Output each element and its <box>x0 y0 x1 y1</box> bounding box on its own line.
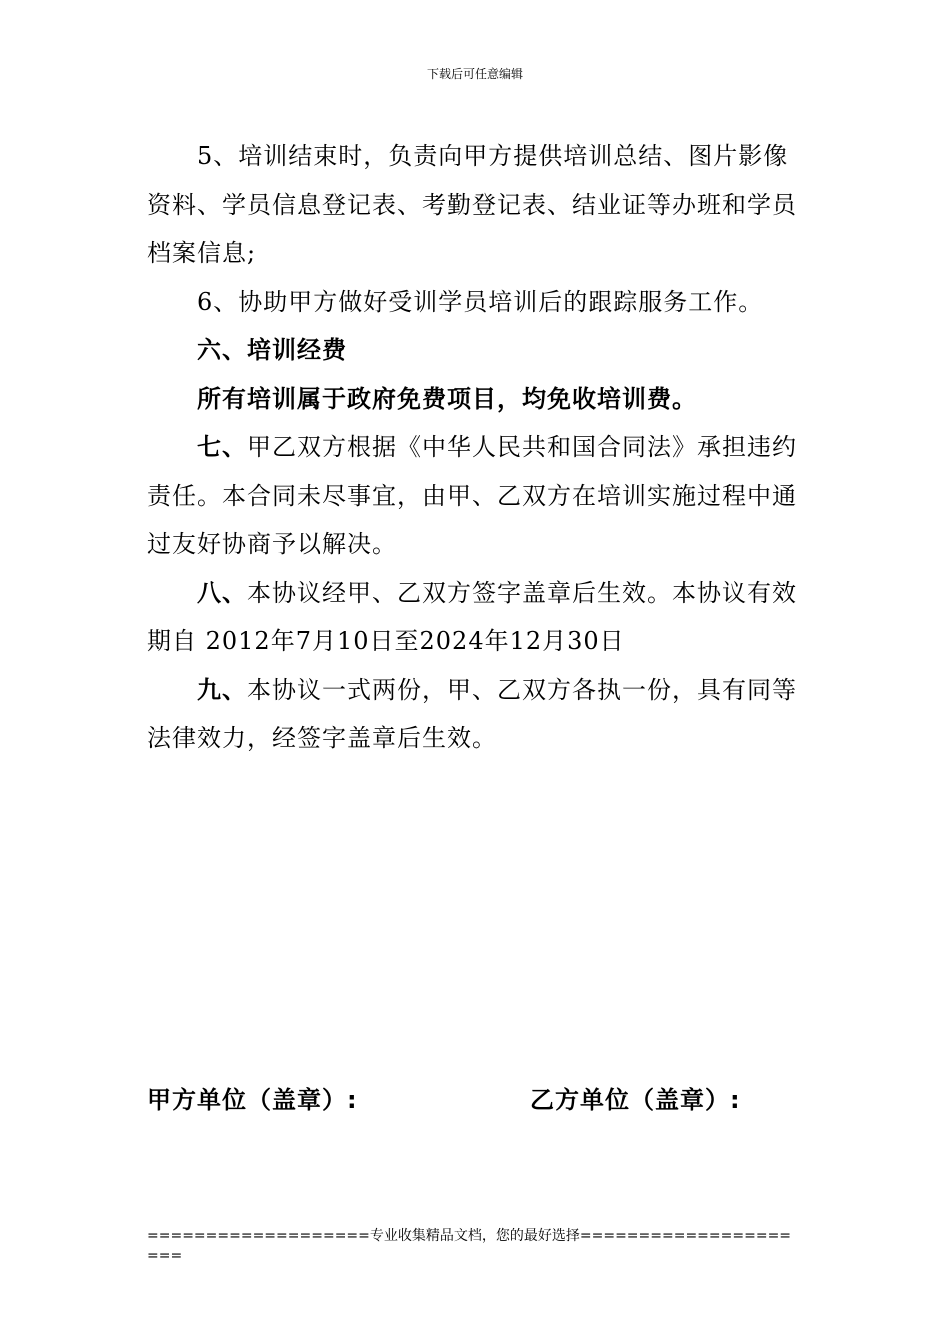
page-footer-note: ===================专业收集精品文档，您的最好选择===================== <box>147 1228 792 1264</box>
section-7-body: 甲乙双方根据《中华人民共和国合同法》承担违约责任。本合同未尽事宜，由甲、乙双方在培训实施过程中通过友好协商予以解决。 <box>147 433 797 558</box>
section-9-label: 九、 <box>197 674 247 704</box>
party-b-seal-label: 乙方单位（盖章）: <box>530 1086 741 1114</box>
section-9-body: 本协议一式两份，甲、乙双方各执一份，具有同等法律效力，经签字盖章后生效。 <box>147 675 797 752</box>
section-7 <box>147 423 797 569</box>
section-8-label: 八、 <box>197 577 247 607</box>
signature-block <box>147 1080 807 1120</box>
clause-item-6: 6、协助甲方做好受训学员培训后的跟踪服务工作。 <box>197 287 764 316</box>
clause-item-5: 5、培训结束时，负责向甲方提供培训总结、图片影像资料、学员信息登记表、考勤登记表、结业证等办班和学员档案信息; <box>147 142 797 267</box>
section-9 <box>147 666 797 763</box>
page-header-note: 下载后可任意编辑 <box>426 67 523 81</box>
section-8 <box>147 569 797 666</box>
section-6-title: 六、培训经费 <box>197 335 347 364</box>
party-a-seal-label: 甲方单位（盖章）: <box>147 1086 358 1114</box>
section-7-label: 七、 <box>197 432 247 461</box>
document-body <box>147 132 797 763</box>
section-6-body: 所有培训属于政府免费项目，均免收培训费。 <box>197 383 697 413</box>
section-8-body: 本协议经甲、乙双方签字盖章后生效。本协议有效期自 2012年7月10日至2024年12月30日 <box>147 578 797 655</box>
